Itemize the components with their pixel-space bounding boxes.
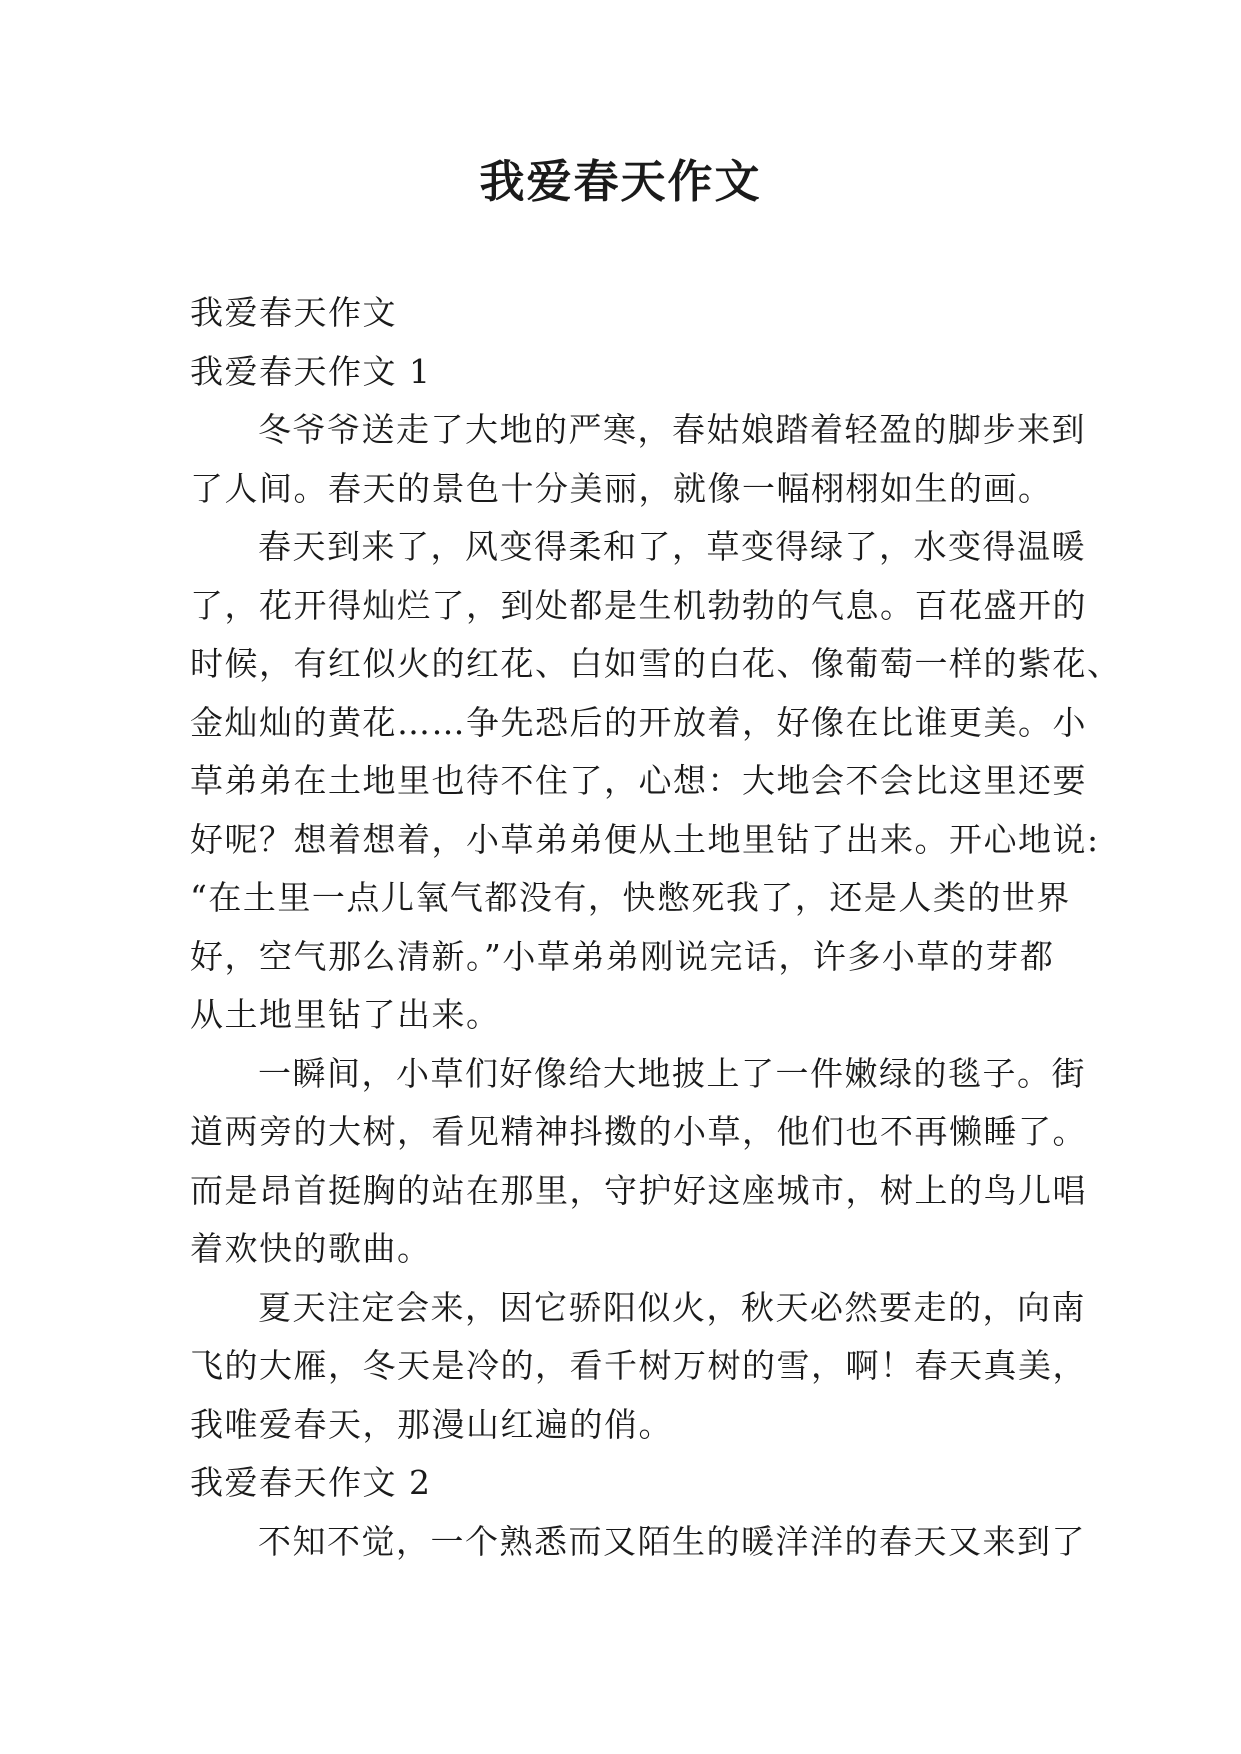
text-line: 道两旁的大树，看见精神抖擞的小草，他们也不再懒睡了。 xyxy=(190,1112,1087,1151)
text-line: 而是昂首挺胸的站在那里，守护好这座城市，树上的鸟儿唱 xyxy=(190,1170,1087,1210)
text-line: 冬爷爷送走了大地的严寒，春姑娘踏着轻盈的脚步来到 xyxy=(258,410,1086,449)
text-line: “在土里一点儿氧气都没有，快憋死我了，还是人类的世界 xyxy=(190,878,1071,917)
text-line: 从土地里钻了出来。 xyxy=(190,995,501,1034)
document-body xyxy=(190,284,1122,1571)
text-line: 了人间。春天的景色十分美丽，就像一幅栩栩如生的画。 xyxy=(190,468,1053,508)
text-line: 金灿灿的黄花……争先恐后的开放着，好像在比谁更美。小 xyxy=(190,702,1087,742)
text-line: 春天到来了，风变得柔和了，草变得绿了，水变得温暖 xyxy=(258,527,1086,566)
text-line: 时候，有红似火的红花、白如雪的白花、像葡萄一样的紫花、 xyxy=(190,644,1122,683)
text-line: 了，花开得灿烂了，到处都是生机勃勃的气息。百花盛开的 xyxy=(190,585,1087,625)
document-title: 我爱春天作文 xyxy=(479,155,762,208)
text-line: 好，空气那么清新。”小草弟弟刚说完话，许多小草的芽都 xyxy=(190,936,1055,976)
text-line: 我爱春天作文 1 xyxy=(190,351,432,391)
text-line: 夏天注定会来，因它骄阳似火，秋天必然要走的，向南 xyxy=(258,1287,1086,1327)
text-line: 不知不觉，一个熟悉而又陌生的暖洋洋的春天又来到了 xyxy=(258,1521,1086,1561)
text-line: 我爱春天作文 xyxy=(190,293,397,332)
text-line: 一瞬间，小草们好像给大地披上了一件嫩绿的毯子。街 xyxy=(258,1053,1086,1093)
text-line: 草弟弟在土地里也待不住了，心想：大地会不会比这里还要 xyxy=(190,761,1087,800)
text-line: 我爱春天作文 2 xyxy=(190,1463,432,1502)
text-line: 好呢？想着想着，小草弟弟便从土地里钻了出来。开心地说: xyxy=(190,819,1100,859)
text-line: 着欢快的歌曲。 xyxy=(190,1229,432,1268)
text-line: 我唯爱春天，那漫山红遍的俏。 xyxy=(190,1404,673,1444)
text-line: 飞的大雁，冬天是冷的，看千树万树的雪，啊！春天真美， xyxy=(190,1346,1087,1385)
